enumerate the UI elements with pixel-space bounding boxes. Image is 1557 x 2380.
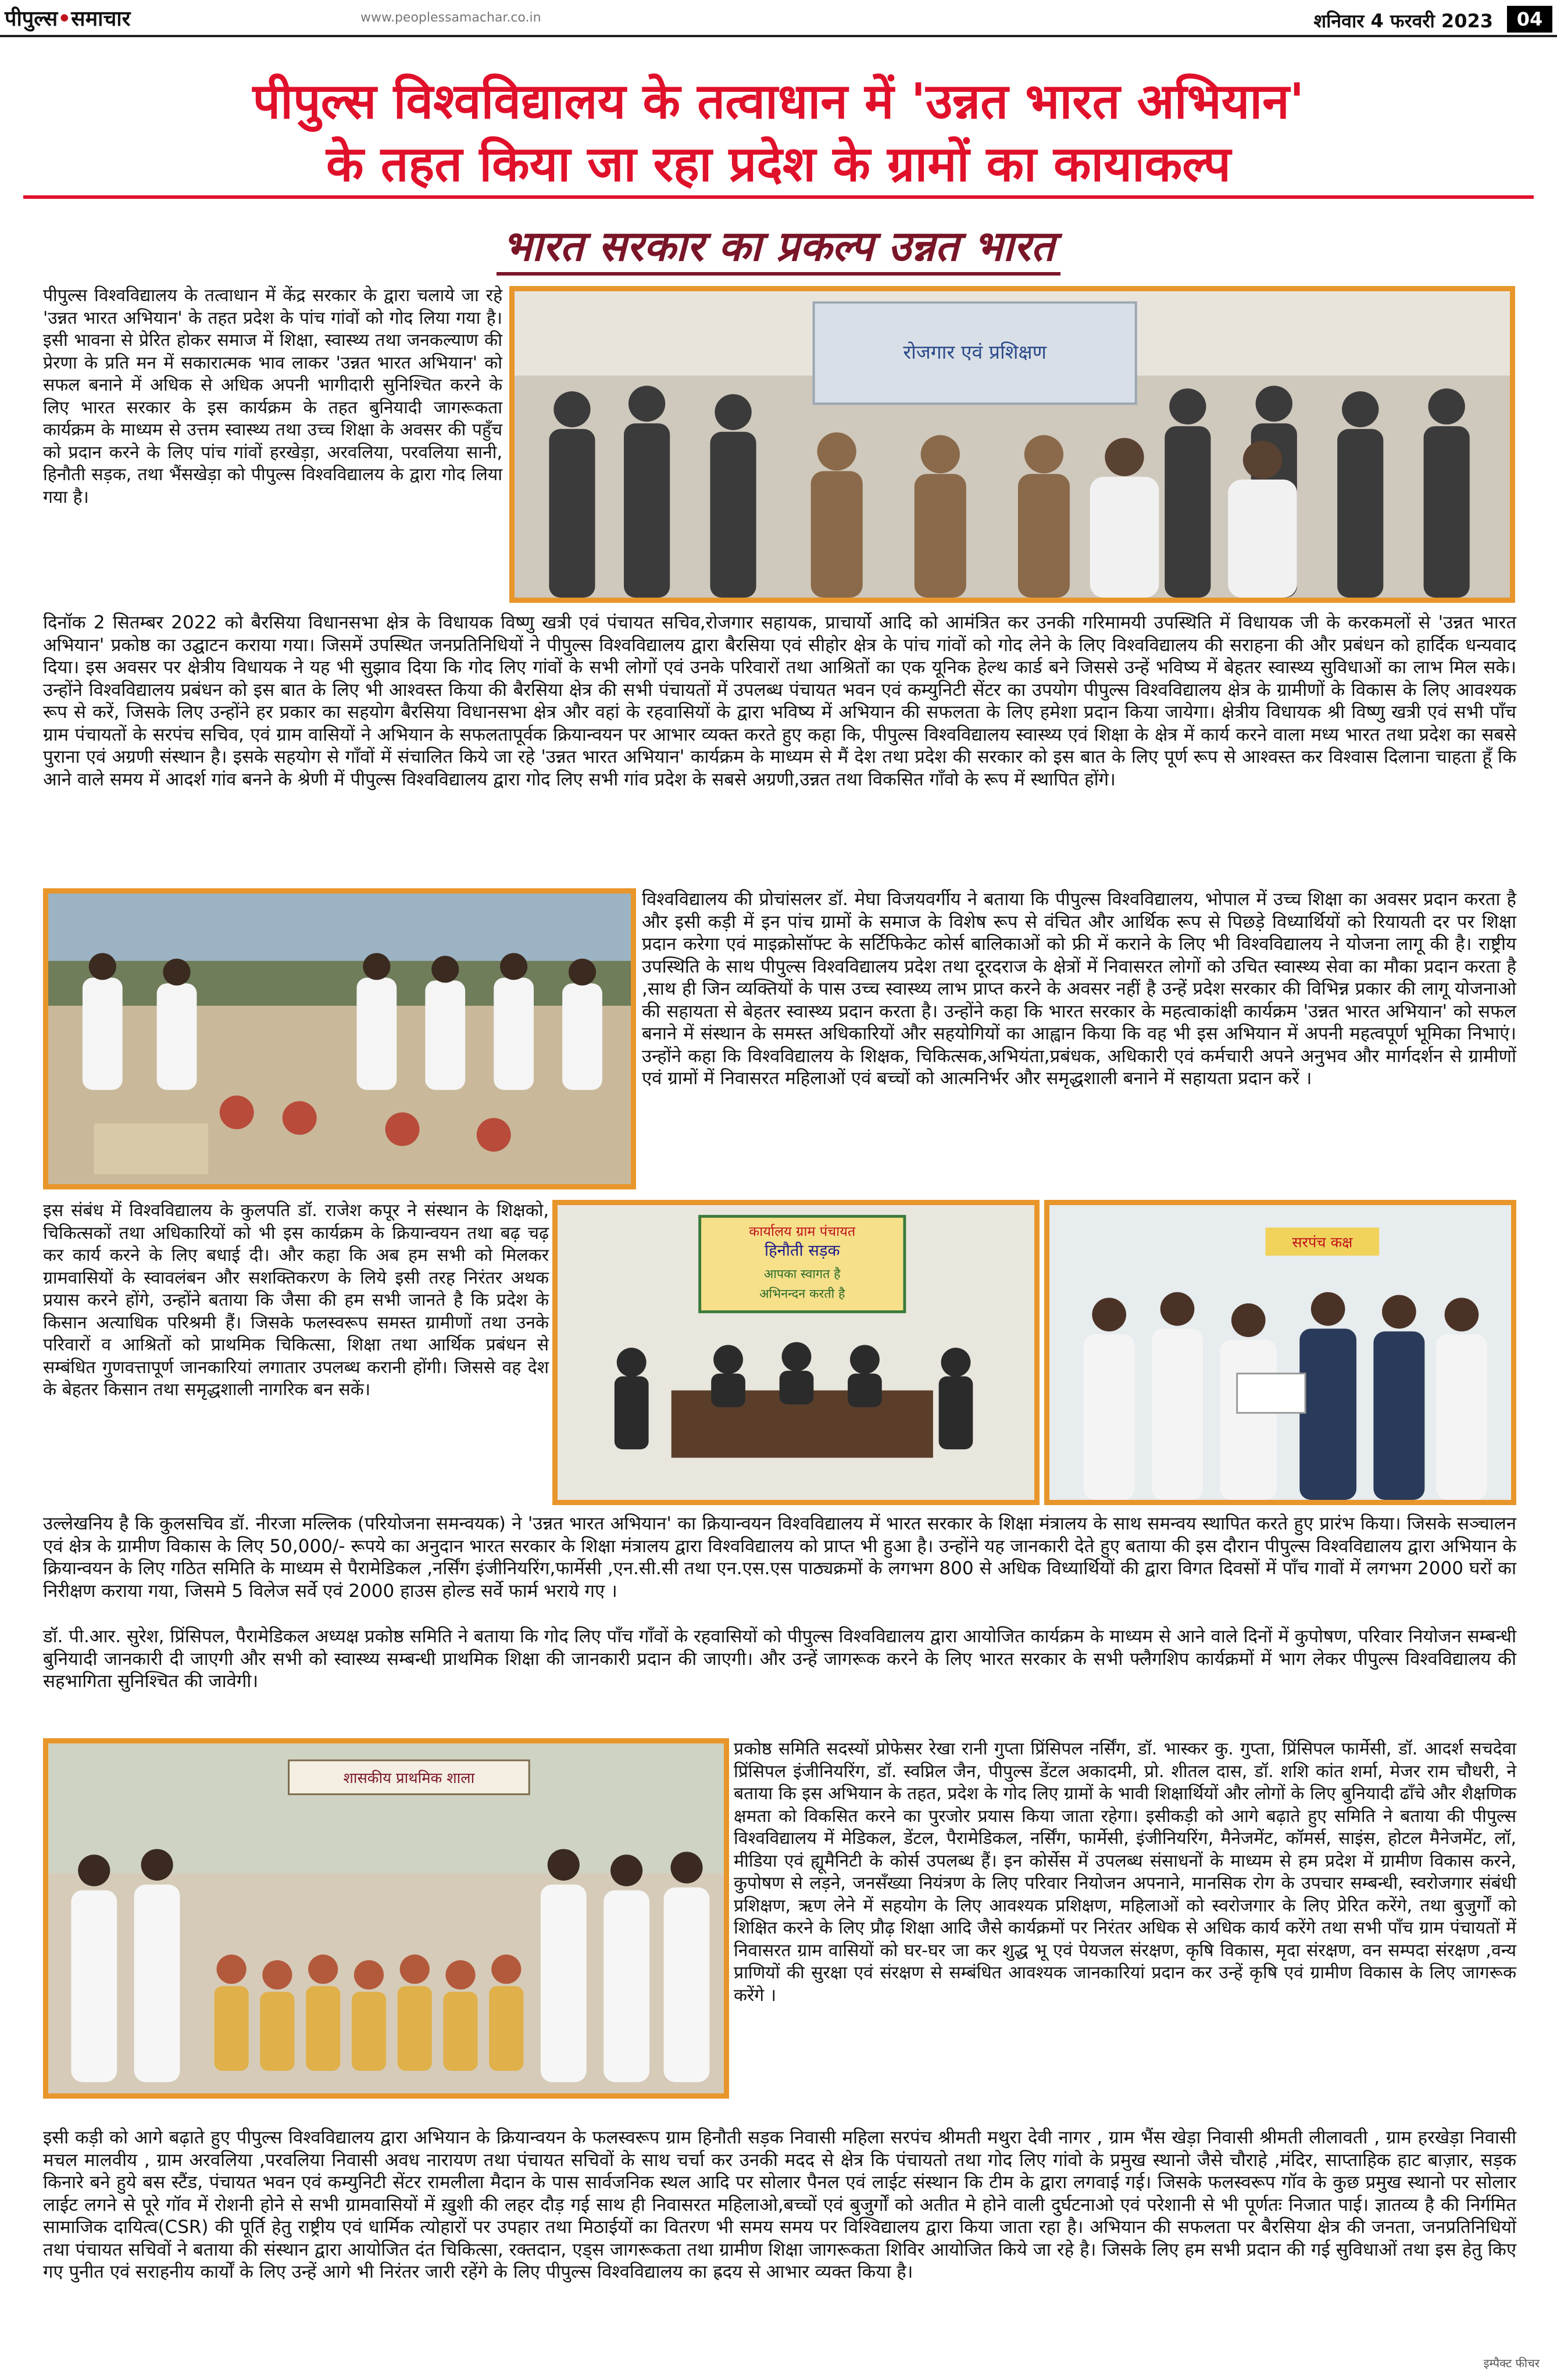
group-photo <box>509 286 1515 603</box>
registrar-paragraph: उल्लेखनिय है कि कुलसचिव डॉ. नीरजा मल्लिक (परियोजना समन्वयक) ने 'उन्नत भारत अभियान' का क्रियान्वयन विश्वविद्यालय में भारत सरकार के शिक्षा मंत्रालय के साथ समन्वय स्थापित करते हुए प्रारंभ किया। जिसके सञ्चालन एवं क्षेत्र के ग्रामीण विकास के लिए 50,000/- रूपये का अनुदान भारत सरकार के शिक्षा मंत्रालय द्वारा विश्वविद्यालय को प्राप्त भी हुआ है। उन्होंने यह जानकारी देते हुए बताया की इस दौरान पीपुल्स विश्वविद्यालय द्वारा अभियान के क्रियान्वयन के लिए गठित समिति के माध्यम से पैरामेडिकल ,नर्सिंग इंजीनियरिंग,फार्मेसी ,एन.सी.सी तथा एन.एस.एस पाठ्यक्रमों के लगभग 800 से अधिक विध्यार्थियों की द्वारा विगत दिवसों में पाँच गावों में लगभग 2000 घरों का निरीक्षण कराया गया, जिसमे 5 विलेज सर्वे एवं 2000 हाउस होल्ड सर्वे फार्म भराये गए । <box>43 1513 1517 1602</box>
committee-paragraph: प्रकोष्ठ समिति सदस्यों प्रोफेसर रेखा रानी गुप्ता प्रिंसिपल नर्सिंग, डॉ. भास्कर कु. गुप्ता, प्रिंसिपल फार्मेसी, डॉ. आदर्श सचदेवा प्रिंसिपल इंजीनियरिंग, डॉ. स्वप्निल जैन, पीपुल्स डेंटल अकादमी, प्रो. शीतल दास, डॉ. शशि कांत शर्मा, मेजर राम चौधरी, ने बताया कि इस अभियान के तहत, प्रदेश के गोद लिए ग्रामों के भावी शिक्षार्थियों और लोगों के लिए बुनियादी ढाँचे और शैक्षणिक क्षमता को विकसित करने का पुरजोर प्रयास किया जाता रहेगा। इसीकड़ी को आगे बढ़ाते हुए समिति ने बताया की पीपुल्स विश्वविद्यालय में मेडिकल, डेंटल, पैरामेडिकल, नर्सिंग, फार्मेसी, इंजीनियरिंग, मैनेजमेंट, कॉमर्स, साइंस, होटल मैनेजमेंट, लॉ, मीडिया एवं ह्यूमैनिटी के कोर्स उपलब्ध हैं। इन कोर्सेस में उपलब्ध संसाधनों के माध्यम से हम प्रदेश में ग्रामीण विकास करने, कुपोषण से लड़ने, जनसँख्या नियंत्रण के लिए परिवार नियोजन अपनाने, मानसिक रोग के उपचार सम्बन्धी, स्वरोजगार संबंधी प्रशिक्षण, ऋण लेने में सहयोग के लिए आवश्यक प्रशिक्षण, महिलाओं को स्वरोजगार के लिए प्रेरित करेंगे, तथा बुजुर्गों को शिक्षित करने के लिए प्रौढ़ शिक्षा आदि जैसे कार्यक्रमों पर निरंतर अधिक से अधिक कार्य करेंगे तथा सभी पाँच ग्राम पंचायतों में निवासरत ग्राम वासियों को घर-घर जा कर शुद्ध भू एवं पेयजल संरक्षण, कृषि विकास, मृदा संरक्षण, वन सम्पदा संरक्षण ,वन्य प्राणियों की सुरक्षा एवं संरक्षण से सम्बंधित आवश्यक जानकारियां प्रदान कर उन्हें कृषि एवं ग्रामीण विकास के लिए जागरूक करेंगे । <box>734 1739 1516 2006</box>
masthead <box>0 0 1557 36</box>
headline-line-2: के तहत किया जा रहा प्रदेश के ग्रामों का कायाकल्प <box>326 135 1231 192</box>
subheadline-text: भारत सरकार का प्रकल्प उन्नत भारत <box>497 220 1060 276</box>
solar-lights-paragraph: इसी कड़ी को आगे बढ़ाते हुए पीपुल्स विश्वविद्यालय द्वारा अभियान के क्रियान्वयन के फलस्वरूप ग्राम हिनौती सड़क निवासी महिला सरपंच श्रीमती मथुरा देवी नागर , ग्राम भैंस खेड़ा निवासी श्रीमती लीलावती , ग्राम हरखेड़ा निवासी मचल मालवीय , ग्राम अरवलिया ,परवलिया निवासी अवध नारायण तथा पंचायत सचिवों के साथ चर्चा कर उनकी मदद से क्षेत्र कि पंचायतो तथा गोद लिए गांवो के प्रमुख स्थानो जैसे चौराहे ,मंदिर, साप्ताहिक हाट बाज़ार, सड़क किनारे बने हुये बस स्टैंड, पंचायत भवन एवं कम्युनिटी सेंटर रामलीला मैदान के पास सार्वजनिक स्थल आदि पर सोलार पैनल एवं लाईट संस्थान कि टीम के द्वारा लगवाई गई। जिसके फलस्वरूप गॉव के कुछ प्रमुख स्थानो पर सोलार लाईट लगने से पूरे गॉव में रोशनी होने से सभी ग्रामवासियों में ख़ुशी की लहर दौड़ गई साथ ही निवासरत महिलाओ,बच्चों एवं बुजुर्गों को अतीत मे होने वाली दुर्घटनाओ एवं परेशानी से भी पूर्णतः निजात पाई। ज्ञातव्य है की निर्गमित सामाजिक दायित्व(CSR) की पूर्ति हेतु राष्ट्रीय एवं धार्मिक त्योहारों पर उपहार तथा मिठाईयों का वितरण भी समय समय पर विश्विद्यालय द्वारा किया जाता रहा है। अभियान की सफलता पर बैरसिया क्षेत्र की जनता, जनप्रतिनिधियों तथा पंचायत सचिवों ने बताया की संस्थान द्वारा आयोजित दंत चिकित्सा, रक्तदान, एड्स जागरूकता तथा ग्रामीण शिक्षा जागरूकता शिविर आयोजित किये जा रहे है। जिसके लिए हम सभी प्रदान की गई सुविधाओं तथा इस हेतु किए गए पुनीत एवं सराहनीय कार्यों के लिए उन्हें आगे भी निरंतर जारी रहेंगे के लिए पीपुल्स विश्वविद्यालय का ह्रदय से आभार व्यक्त किया है। <box>43 2127 1516 2282</box>
sarpanch-office-photo <box>1044 1200 1516 1505</box>
newspaper-logo: पीपुल्स•समाचार <box>5 7 131 31</box>
children-photo-illustration <box>48 894 631 1184</box>
intro-paragraph: पीपुल्स विश्वविद्यालय के तत्वाधान में केंद्र सरकार के द्वारा चलाये जा रहे 'उन्नत भारत अभियान' के तहत प्रदेश के पांच गांवों को गोद लिया गया है। इसी भावना से प्रेरित होकर समाज में शिक्षा, स्वास्थ्य तथा जनकल्याण की प्रेरणा के प्रति मन में सकारात्मक भाव लाकर 'उन्नत भारत अभियान' को सफल बनाने में अधिक से अधिक अपनी भागीदारी सुनिश्चित करने के लिए भारत सरकार के इस कार्यक्रम के तहत बुनियादी जागरूकता कार्यक्रम के माध्यम से उत्तम स्वास्थ्य तथा उच्च शिक्षा के अवसर की पहुँच को प्रदान करने के लिए पांच गांवों हरखेड़ा, अरवलिया, परवलिया सानी, हिनौती सड़क, तथा भैंसखेड़ा को पीपुल्स विश्वविद्यालय के द्वारा गोद लिया गया है। <box>43 285 502 508</box>
panchayat-photo-illustration <box>558 1205 1034 1500</box>
logo-text: पीपुल्स <box>5 7 58 31</box>
panchayat-meeting-photo <box>552 1200 1040 1505</box>
school-students-photo <box>43 1738 729 2099</box>
group-photo-illustration <box>515 291 1510 598</box>
impact-feature-imprint: इम्पैक्ट फीचर <box>1483 2356 1540 2370</box>
sarpanch-room-sign: सरपंच कक्ष <box>1292 1234 1353 1251</box>
children-health-camp-photo <box>43 888 636 1189</box>
pro-chancellor-paragraph: विश्वविद्यालय की प्रोचांसलर डॉ. मेघा विजयवर्गीय ने बताया कि पीपुल्स विश्वविद्यालय, भोपाल में उच्च शिक्षा का अवसर प्रदान करता है और इसी कड़ी में इन पांच ग्रामों के समाज के विशेष रूप से वंचित और आर्थिक रूप से पिछड़े विध्यार्थियों को रियायती दर पर शिक्षा प्रदान करेगा एवं माइक्रोसॉफ्ट के सर्टिफिकेट कोर्स बालिकाओं को फ्री में कराने के लिए भी विश्वविद्यालय ने योजना लागू की है। राष्ट्रीय उपस्थिति के साथ पीपुल्स विश्वविद्यालय प्रदेश तथा दूरदराज के क्षेत्रों में निवासरत लोगों को उचित स्वास्थ्य सेवा का मौका प्रदान करता है ,साथ ही जिन व्यक्तियों के पास उच्च स्वास्थ्य लाभ प्राप्त करने के अवसर नहीं है उन्हें प्रदेश सरकार की विभिन्न प्रकार की लागू योजनाओ की सहायता से बेहतर स्वास्थ्य प्रदान करता है। उन्होंने कहा कि भारत सरकार के महत्वाकांक्षी कार्यक्रम 'उन्नत भारत अभियान' को सफल बनाने में संस्थान के समस्त अधिकारियों और सहयोगियों का आह्वान किया कि वह भी इस अभियान में अपनी महत्वपूर्ण भूमिका निभाएं। उन्होंने कहा कि विश्वविद्यालय के शिक्षक, चिकित्सक,अभियंता,प्रबंधक, अधिकारी एवं कर्मचारी अपने अनुभव और मार्गदर्शन से ग्रामीणों एवं ग्रामों में निवासरत महिलाओं एवं बच्चों को आत्मनिर्भर और समृद्धशाली बनाने में सहायता प्रदान करें । <box>642 889 1516 1089</box>
logo-suffix: समाचार <box>71 7 131 31</box>
subheadline <box>0 220 1557 276</box>
masthead-divider <box>0 35 1557 37</box>
panchayat-board-line-1: कार्यालय ग्राम पंचायत <box>749 1223 856 1240</box>
school-board-text: शासकीय प्राथमिक शाला <box>343 1769 475 1786</box>
mla-event-paragraph: दिनॉक 2 सितम्बर 2022 को बैरसिया विधानसभा क्षेत्र के विधायक विष्णु खत्री एवं पंचायत सचिव,रोजगार सहायक, प्राचार्यो आदि को आमंत्रित कर उनकी गरिमामयी उपस्थिति में विधायक जी के करकमलों से 'उन्नत भारत अभियान' प्रकोष्ठ का उद्घाटन कराया गया। जिसमें उपस्थित जनप्रतिनिधियों ने पीपुल्स विश्वविद्यालय द्वारा बैरसिया एवं सीहोर क्षेत्र के पांच गांवों को गोद लेने के लिए विश्वविद्यालय की सराहना की और प्रबंधन को हार्दिक धन्यवाद दिया। इस अवसर पर क्षेत्रीय विधायक ने यह भी सुझाव दिया कि गोद लिए गांवों के सभी लोगों एवं उनके परिवारों तथा आश्रितों का एक यूनिक हेल्थ कार्ड बने जिससे उन्हें भविष्य में बेहतर स्वास्थ्य सुविधाओं का लाभ मिल सके। उन्होंने विश्वविद्यालय प्रबंधन को इस बात के लिए भी आश्वस्त किया की बैरसिया क्षेत्र की सभी पंचायतों में उपलब्ध पंचायत भवन एवं कम्युनिटी सेंटर का उपयोग पीपुल्स विश्वविद्यालय क्षेत्र के ग्रामीणों के विकास के लिए आवश्यक रूप से करें, जिसके लिए उन्होंने हर प्रकार का सहयोग बैरसिया विधानसभा क्षेत्र और वहां के रहवासियों के द्वारा भविष्य में अभियान की सफलता के लिए हमेशा प्रदान किया जायेगा। क्षेत्रीय विधायक श्री विष्णु खत्री एवं सभी पाँच ग्राम पंचायतों के सरपंच सचिव, एवं ग्राम वासियों ने अभियान के सफलतापूर्वक क्रियान्वयन पर आभार व्यक्त करते हुए कहा कि, पीपुल्स विश्वविद्यालय स्वास्थ्य एवं शिक्षा के क्षेत्र में कार्य करने वाला मध्य भारत तथा प्रदेश का सबसे पुराना एवं अग्रणी संस्थान है। इसके सहयोग से गाँवों में संचालित किये जा रहे 'उन्नत भारत अभियान' कार्यक्रम के माध्यम से मैं देश तथा प्रदेश की सरकार को इस बात के लिए पूर्ण रूप से आश्वस्त कर विश्वास दिलाना चाहता हूँ कि आने वाले समय में आदर्श गांव बनने के श्रेणी में पीपुल्स विश्वविद्यालय द्वारा गोद लिए सभी गांव प्रदेश के सबसे अग्रणी,उन्नत तथा विकसित गाँवो के रूप में स्थापित होंगे। <box>43 612 1516 790</box>
headline-divider <box>23 195 1534 199</box>
panchayat-board-line-4: अभिनन्दन करती है <box>759 1287 845 1302</box>
panchayat-board-line-2: हिनौती सड़क <box>765 1242 840 1260</box>
school-photo-illustration <box>48 1743 724 2093</box>
paramedical-paragraph: डॉ. पी.आर. सुरेश, प्रिंसिपल, पैरामेडिकल अध्यक्ष प्रकोष्ठ समिति ने बताया कि गोद लिए पाँच गाँवों के रहवासियों को पीपुल्स विश्वविद्यालय द्वारा आयोजित कार्यक्रम के माध्यम से आने वाले दिनों में कुपोषण, परिवार नियोजन सम्बन्धी बुनियादी जानकारी दी जाएगी और सभी को स्वास्थ्य सम्बन्धी प्राथमिक शिक्षा की जानकारी प्रदान की जाएगी। और उन्हें जागरूक करने के लिए भारत सरकार के सभी फ्लैगशिप कार्यक्रमों में भाग लेकर पीपुल्स विश्वविद्यालय की सहभागिता सुनिश्चित की जावेगी। <box>43 1626 1516 1692</box>
issue-date: शनिवार 4 फरवरी 2023 <box>1313 10 1493 32</box>
headline <box>23 70 1534 195</box>
group-photo-banner: रोजगार एवं प्रशिक्षण <box>903 341 1047 363</box>
headline-line-1: पीपुल्स विश्वविद्यालय के तत्वाधान में 'उन्नत भारत अभियान' <box>252 72 1305 130</box>
website-url[interactable]: www.peoplessamachar.co.in <box>360 10 541 25</box>
page-number: 04 <box>1507 6 1552 33</box>
vice-chancellor-paragraph: इस संबंध में विश्वविद्यालय के कुलपति डॉ. राजेश कपूर ने संस्थान के शिक्षको, चिकित्सकों तथा अधिकारियों को भी इस कार्यक्रम के क्रियान्वयन तथा बढ़ चढ़ कर कार्य करने के लिए बधाई दी। और कहा कि अब हम सभी को मिलकर ग्रामवासियों के स्वावलंबन और सशक्तिकरण के लिये इसी तरह निरंतर अथक प्रयास करने होंगे, उन्होंने बताया कि जैसा की हम सभी जानते है कि प्रदेश के किसान अत्याधिक परिश्रमी हैं। जिसके फलस्वरूप समस्त ग्रामीणों तथा उनके परिवारों व आश्रितों को प्राथमिक चिकित्सा, शिक्षा तथा आर्थिक प्रबंधन से सम्बंधित गुणवत्तापूर्ण जानकारियां लगातार उपलब्ध करानी होंगी। जिससे वह देश के बेहतर किसान तथा समृद्धशाली नागरिक बन सकें। <box>43 1200 549 1400</box>
panchayat-board-line-3: आपका स्वागत है <box>763 1267 841 1282</box>
sarpanch-photo-illustration <box>1049 1205 1511 1500</box>
